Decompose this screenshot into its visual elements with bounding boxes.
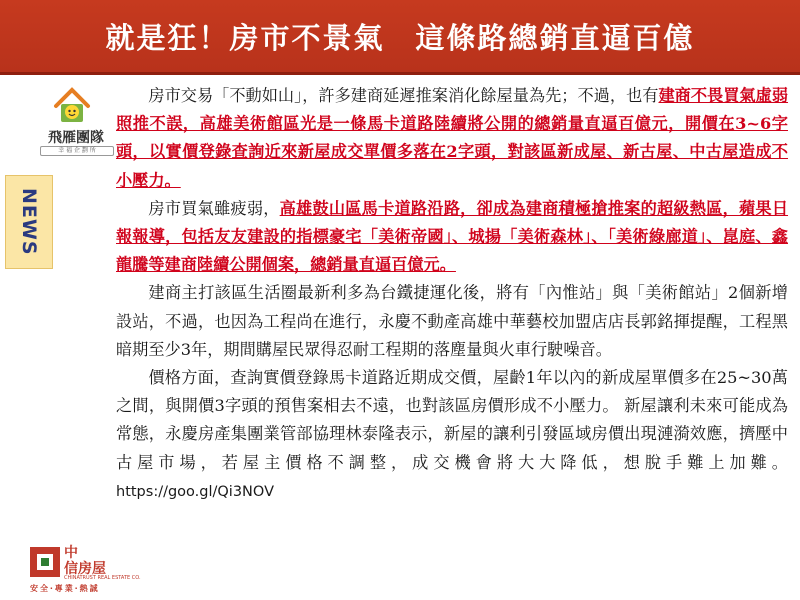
p1-plain: 房市交易「不動如山」，許多建商延遲推案消化餘屋量為先；不過，也有 (148, 86, 659, 105)
page-title: 就是狂！房市不景氣 這條路總銷直逼百億 (105, 20, 695, 55)
p4-text: 價格方面，查詢實價登錄馬卡道路近期成交價，屋齡1年以內的新成屋單價多在25~30萬之間，與開價3字頭的預售案相去不遠，也對該區房價形成不小壓力。 新屋讓利未來可能成為常態，永慶房產集團業管部協理林泰隆表示，新屋的讓利引發區域房價出現漣漪效應，擠壓中古屋市場，若屋主價格不調整，成交機會將大大降低，想脫手難上加難。 (116, 368, 788, 472)
paragraph-1 (116, 82, 788, 195)
zhongxin-logo (28, 545, 141, 595)
zhongxin-english: CHINATRUST REAL ESTATE CO. (64, 575, 141, 581)
paragraph-2 (116, 195, 788, 280)
p1-highlight: 建商不畏買氣虛弱照推不誤，高雄美術館區光是一條馬卡道路陸續將公開的總銷量直逼百億元，開價在3~6字頭，以實價登錄查詢近來新屋成交單價多落在2字頭，對該區新成屋、新古屋、中古屋造成不小壓力。 (116, 86, 789, 190)
news-tab (5, 175, 53, 269)
zhongxin-mark-icon (28, 545, 62, 579)
news-label: NEWS (18, 188, 40, 256)
p2-plain: 房市買氣雖疲弱， (148, 198, 280, 218)
article-body (116, 82, 788, 506)
title-bar (0, 0, 800, 75)
feiyan-logo (36, 86, 116, 156)
zhongxin-name (64, 545, 106, 577)
feiyan-tagline: 幸 福 企 劃 所 (40, 146, 114, 156)
zhongxin-name-line1: 中 (64, 545, 78, 561)
feiyan-name: 飛雁團隊 (48, 130, 104, 146)
paragraph-4 (116, 364, 788, 506)
zhongxin-name-line2: 信房屋 (64, 561, 106, 577)
house-face-icon (50, 86, 94, 126)
p2-highlight: 高雄鼓山區馬卡道路沿路，卻成為建商積極搶推案的超級熱區，蘋果日報報導，包括友友建設的指標豪宅「美術帝國」、城揚「美術森林」、「美術綠廊道」、崑庭、鑫龍騰等建商陸續公開個案，總銷量直逼百億元。 (116, 198, 789, 275)
paragraph-3: 建商主打該區生活圈最新利多為台鐵捷運化後，將有「內惟站」與「美術館站」2個新增設站，不過，也因為工程尚在進行，永慶不動產高雄中華藝校加盟店店長郭銘揮提醒，工程黑暗期至少3年，期間購屋民眾得忍耐工程期的落塵量與火車行駛噪音。 (116, 283, 788, 359)
source-link[interactable]: https://goo.gl/Qi3NOV (116, 483, 274, 500)
zhongxin-slogan: 安全‧專業‧熱誠 (30, 584, 100, 593)
